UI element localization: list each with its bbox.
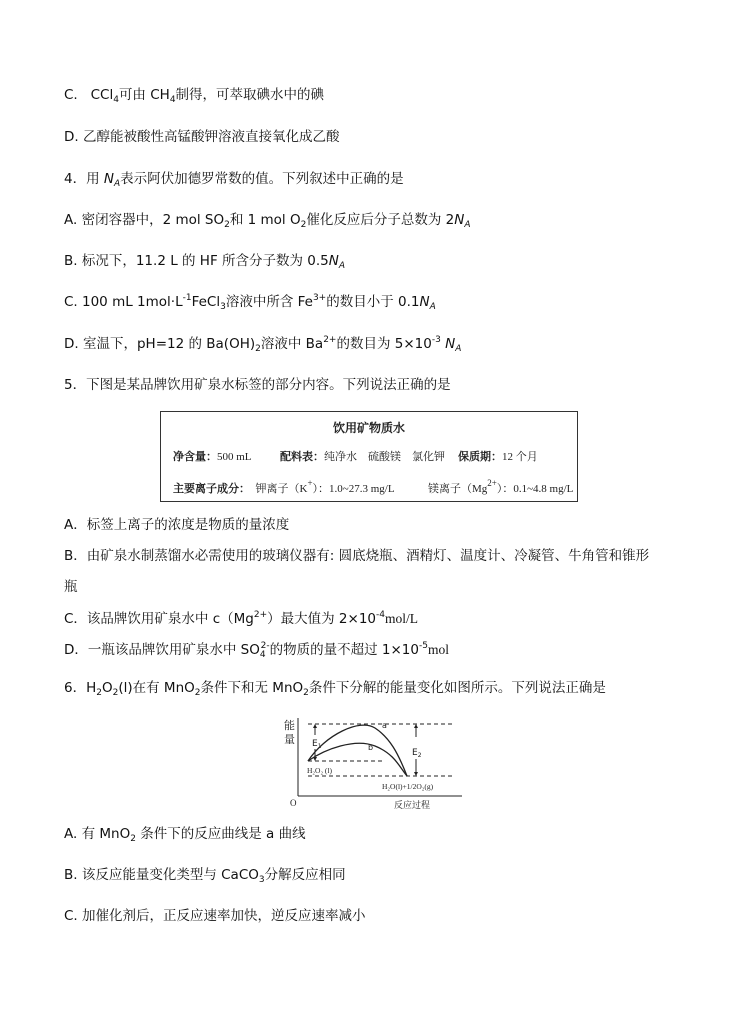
reactant-label: H₂O₂ (l) (307, 766, 333, 775)
curve-b-label: b (368, 743, 374, 752)
label-net-content: 净含量：500 mL (173, 451, 252, 463)
label-shelf-life: 保质期：12 个月 (458, 451, 538, 463)
q5-option-a: A．标签上离子的浓度是物质的量浓度 (64, 517, 290, 533)
e1-label: $E_1$ (312, 739, 322, 750)
label-mg-ion: 镁离子$(Mg^{2+})$：0.1~4.8 mg/L (428, 478, 574, 495)
q4-option-c: C. 100 mL $1mol\cdot L^{-1}FeCl_3$溶液中所含 $Fe^{3+}$的数目小于 $0.1N_A$ (64, 293, 436, 312)
label-title: 饮用矿物质水 (332, 421, 405, 435)
e1-arrow-head-up (313, 724, 317, 728)
q6-option-a: A. 有 MnO$_2$ 条件下的反应曲线是 a 曲线 (64, 826, 306, 844)
label-ions: 主要离子成分： 钾离子（K+）：1.0~27.3 mg/L (173, 478, 395, 495)
e2-arrow-head-up (414, 724, 418, 728)
curve-a-label: a (382, 721, 387, 730)
q4-option-a: A. 密闭容器中，2 mol $SO_2$和 1 mol $O_2$催化反应后分子总数为 $2N_A$ (64, 212, 471, 230)
mineral-water-label (160, 411, 578, 502)
q6-option-c: C. 加催化剂后，正反应速率加快，逆反应速率减小 (64, 908, 366, 924)
option-d-prev: D. 乙醇能被酸性高锰酸钾溶液直接氧化成乙酸 (64, 129, 340, 145)
e1-arrow-head-down (313, 757, 317, 761)
energy-diagram (270, 713, 470, 813)
x-axis-label: 反应过程 (394, 801, 431, 811)
y-axis-label-2: 量 (284, 733, 295, 746)
q5-option-b: B．由矿泉水制蒸馏水必需使用的玻璃仪器有: 圆底烧瓶、酒精灯、温度计、冷凝管、牛角管和锥形 (64, 548, 650, 564)
q6-option-b: B. 该反应能量变化类型与 CaCO$_3$分解反应相同 (64, 867, 346, 885)
question-5-stem: 5．下图是某品牌饮用矿泉水标签的部分内容。下列说法正确的是 (64, 377, 451, 393)
q4-option-d: D. 室温下，pH=12 的 $Ba(OH)_2$溶液中 $Ba^{2+}$的数目为 $5\times 10^{-3}$ $N_A$ (64, 335, 462, 354)
question-6-stem: 6．$H_2O_2(l)$在有 MnO$_2$条件下和无 MnO$_2$条件下分解的能量变化如图所示。下列说法正确是 (64, 680, 606, 698)
q4-option-b: B. 标况下，11.2 L 的 HF 所含分子数为 $0.5N_A$ (64, 253, 346, 271)
q5-option-d: D．一瓶该品牌饮用矿泉水中 $SO_4^{2-}$的物质的量不超过 $1\times 10^{-5}mol$ (64, 641, 449, 660)
q5-option-b-cont: 瓶 (64, 579, 78, 595)
question-4-stem: 4．用 $N_A$表示阿伏加德罗常数的值。下列叙述中正确的是 (64, 171, 404, 189)
product-label: H₂O(l)+1/2O₂(g) (382, 782, 434, 791)
origin-label: O (290, 798, 297, 808)
e2-label: $E_2$ (412, 748, 422, 759)
q5-option-c: C．该品牌饮用矿泉水中 $c(Mg^{2+})$最大值为 $2\times 10^{-4}mol/L$ (64, 610, 418, 627)
e2-arrow-head-down (414, 772, 418, 776)
label-ingredients: 配料表：纯净水 硫酸镁 氯化钾 (280, 451, 445, 463)
option-c-prev: C. CCl$_4$可由 $CH_4$制得，可萃取碘水中的碘 (64, 87, 325, 105)
y-axis-label-1: 能 (284, 719, 295, 732)
